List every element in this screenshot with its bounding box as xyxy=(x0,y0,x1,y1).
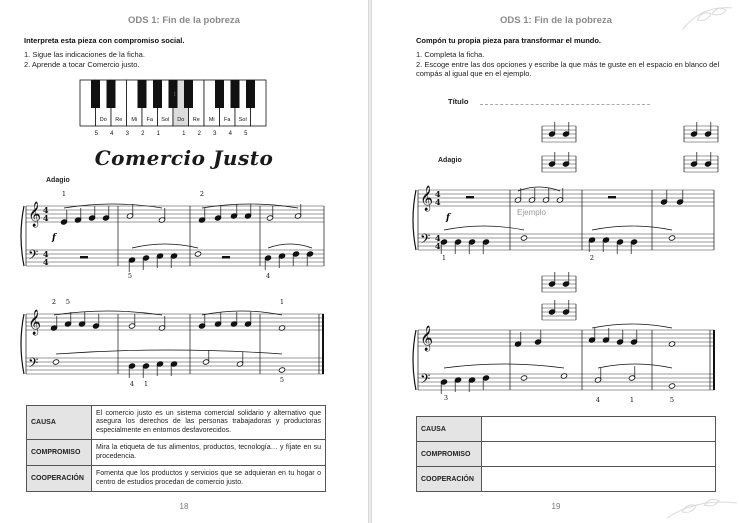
table-value: El comercio justo es un sistema comercial solidario y alternativo que asegura los derechos de las personas trabajadoras y productoras especialmente en entornos desfavorecidos. xyxy=(92,406,326,440)
black-key xyxy=(246,80,255,108)
bass-clef-icon: 𝄢 xyxy=(420,371,431,390)
instruction-steps xyxy=(24,50,145,69)
time-signature: 4 xyxy=(43,205,49,215)
piano-keyboard xyxy=(80,80,270,137)
slur xyxy=(56,350,282,354)
table-value: Fomenta que los productos y servicios que se adquieran en tu hogar o centro de estudios procedan de comercio justo. xyxy=(92,466,326,492)
fingering-number: 5 xyxy=(669,396,675,404)
table-key: COOPERACIÓN xyxy=(417,467,482,492)
page-left xyxy=(0,0,368,523)
half-rest xyxy=(466,196,474,199)
table-key: COMPROMISO xyxy=(417,442,482,467)
key-label: Re xyxy=(192,117,200,123)
table-value-input[interactable] xyxy=(482,467,716,492)
slur xyxy=(518,187,560,191)
fingering-number: 1 xyxy=(61,190,67,198)
tempo-label: Adagio xyxy=(46,177,70,184)
note-head xyxy=(278,367,285,373)
black-key xyxy=(153,80,162,108)
table-key: COOPERACIÓN xyxy=(27,466,92,492)
page-number: 18 xyxy=(179,502,189,511)
fingering-number: 1 xyxy=(143,380,149,388)
slur xyxy=(202,311,282,315)
fingering-number: 2 xyxy=(199,190,205,198)
finger-number: 2 xyxy=(197,131,201,137)
dynamic-forte: f xyxy=(446,213,450,223)
table-key: CAUSA xyxy=(417,417,482,442)
fingering-number: 4 xyxy=(265,272,271,280)
table-key: CAUSA xyxy=(27,406,92,440)
finger-number: 1 xyxy=(182,131,186,137)
brace xyxy=(413,190,416,250)
half-rest xyxy=(608,196,616,199)
bass-clef-icon: 𝄢 xyxy=(420,231,431,250)
option-snippets xyxy=(542,270,602,328)
treble-clef-icon: 𝄞 xyxy=(28,310,42,335)
fingering-number: 1 xyxy=(629,396,635,404)
table-value: Mira la etiqueta de tus alimentos, productos, tecnología… y fíjate en su procedencia. xyxy=(92,440,326,466)
key-label: Sol xyxy=(161,117,170,123)
black-key xyxy=(138,80,147,108)
piece-title: Comercio Justo xyxy=(94,146,274,170)
note-head xyxy=(52,359,59,365)
fingering-number: 2 xyxy=(51,298,57,306)
table-value-input[interactable] xyxy=(482,442,716,467)
note-head xyxy=(668,235,675,241)
step-1: 1. Completa la ficha. xyxy=(416,50,485,59)
time-signature: 4 xyxy=(435,189,441,199)
key-label: Mi xyxy=(131,117,138,123)
note-head xyxy=(520,375,527,381)
half-rest xyxy=(222,256,230,259)
time-signature: 4 xyxy=(43,249,49,259)
fingering-number: 5 xyxy=(279,376,285,384)
slur xyxy=(268,244,312,248)
tempo-label: Adagio xyxy=(438,157,462,164)
score-system-1 xyxy=(414,178,720,264)
slur xyxy=(592,324,672,328)
finger-number: 4 xyxy=(110,131,114,137)
finger-number: 5 xyxy=(94,131,98,137)
half-rest xyxy=(80,256,88,259)
option-snippets xyxy=(542,122,722,180)
page-number: 19 xyxy=(551,502,561,511)
step-2: 2. Aprende a tocar Comercio justo. xyxy=(24,59,140,69)
title-input-line[interactable] xyxy=(480,104,650,105)
fingering-number: 5 xyxy=(65,298,71,306)
black-key xyxy=(231,80,240,108)
info-table xyxy=(416,416,716,492)
key-label: Fa xyxy=(224,117,231,123)
finger-number: 2 xyxy=(141,131,145,137)
key-label: Do xyxy=(177,117,185,123)
fingering-number: 4 xyxy=(595,396,601,404)
middle-c-marker: ••• xyxy=(171,91,177,97)
treble-clef-icon: 𝄞 xyxy=(28,202,42,227)
treble-clef-icon: 𝄞 xyxy=(420,326,434,351)
black-key xyxy=(107,80,116,108)
finger-number: 4 xyxy=(228,131,232,137)
slur xyxy=(592,226,672,230)
slur xyxy=(444,226,524,230)
fingering-number: 3 xyxy=(443,394,449,402)
treble-clef-icon: 𝄞 xyxy=(420,186,434,211)
slur xyxy=(444,364,564,368)
bass-clef-icon: 𝄢 xyxy=(28,247,39,266)
page-header: ODS 1: Fin de la pobreza xyxy=(128,15,240,26)
black-key xyxy=(215,80,224,108)
slur xyxy=(132,244,198,248)
table-value-input[interactable] xyxy=(482,417,716,442)
brace xyxy=(413,330,416,390)
table-row-causa xyxy=(417,417,716,442)
key-label: Sol xyxy=(238,117,247,123)
time-signature: 4 xyxy=(43,213,49,223)
fingering-number: 1 xyxy=(279,298,285,306)
note-head xyxy=(668,383,675,389)
slur xyxy=(54,311,162,315)
info-table xyxy=(26,405,326,492)
key-label: Fa xyxy=(146,117,153,123)
table-key: COMPROMISO xyxy=(27,440,92,466)
finger-number: 5 xyxy=(244,131,248,137)
key-label: Re xyxy=(115,117,123,123)
table-row-compromiso xyxy=(27,440,326,466)
score-system-2 xyxy=(22,296,330,392)
table-row-causa xyxy=(27,406,326,440)
time-signature: 4 xyxy=(435,241,441,251)
finger-number: 3 xyxy=(213,131,217,137)
fingering-number: 1 xyxy=(441,254,447,262)
black-key xyxy=(91,80,100,108)
instruction-title: Interpreta esta pieza con compromiso social. xyxy=(24,36,185,45)
score-system-2 xyxy=(414,322,720,408)
step-2: 2. Escoge entre las dos opciones y escribe la que más te guste en el espacio en blanco del compás al igual que en el ejemplo. xyxy=(416,59,720,78)
instruction-steps xyxy=(416,50,721,79)
instruction-title: Compón tu propia pieza para transformar el mundo. xyxy=(416,36,602,45)
time-signature: 4 xyxy=(43,257,49,267)
page-header: ODS 1: Fin de la pobreza xyxy=(500,15,612,26)
bass-clef-icon: 𝄢 xyxy=(28,355,39,374)
title-label: Título xyxy=(448,97,469,106)
page-right xyxy=(372,0,740,523)
step-1: 1. Sigue las indicaciones de la ficha. xyxy=(24,50,145,59)
score-system-1 xyxy=(22,188,330,280)
fingering-number: 4 xyxy=(129,380,135,388)
finger-number: 3 xyxy=(125,131,129,137)
note-head xyxy=(520,235,527,241)
key-label: Do xyxy=(99,117,107,123)
fingering-number: 5 xyxy=(127,272,133,280)
black-key xyxy=(184,80,193,108)
table-row-compromiso xyxy=(417,442,716,467)
fingering-number: 2 xyxy=(589,254,595,262)
finger-number: 1 xyxy=(156,131,160,137)
table-row-cooperacion xyxy=(417,467,716,492)
table-row-cooperacion xyxy=(27,466,326,492)
example-label: Ejemplo xyxy=(517,208,546,217)
dynamic-forte: f xyxy=(52,233,56,243)
time-signature: 4 xyxy=(435,233,441,243)
time-signature: 4 xyxy=(435,197,441,207)
note-head xyxy=(194,251,201,257)
key-label: Mi xyxy=(208,117,215,123)
brace xyxy=(21,206,24,266)
brace xyxy=(21,314,24,374)
